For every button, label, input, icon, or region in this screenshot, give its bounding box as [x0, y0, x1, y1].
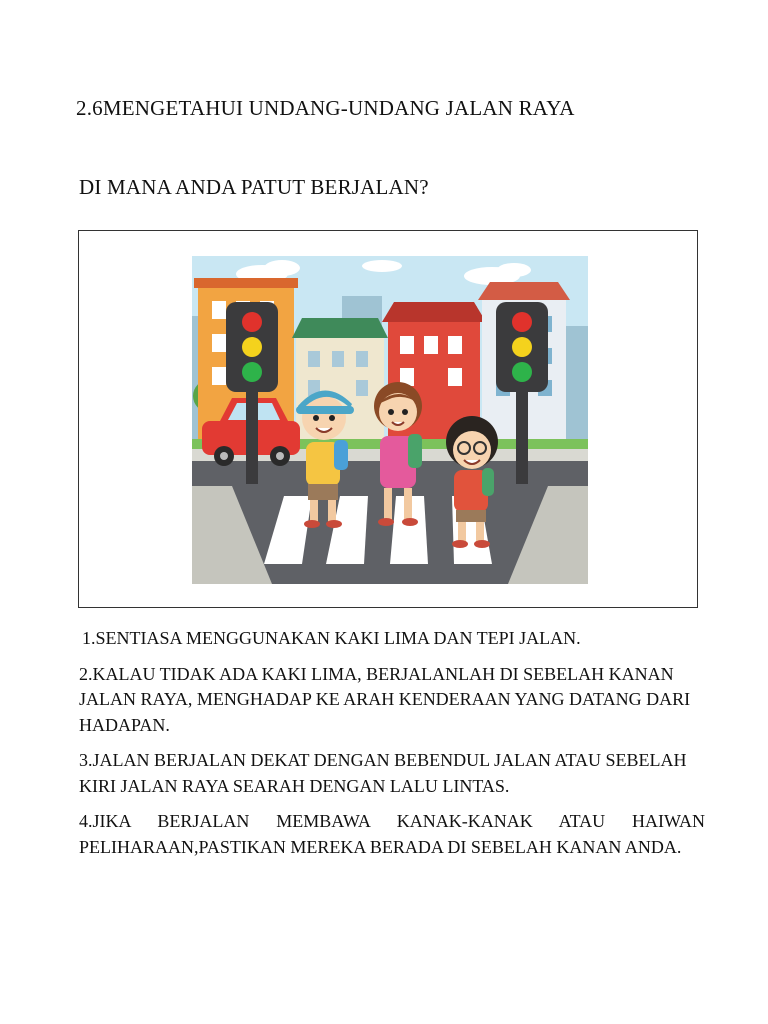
crossing-illustration	[192, 256, 588, 584]
section-question: DI MANA ANDA PATUT BERJALAN?	[79, 175, 429, 199]
rule-item-1: 1.SENTIASA MENGGUNAKAN KAKI LIMA DAN TEPI JALAN.	[82, 628, 581, 648]
rule-item-3: 3.JALAN BERJALAN DEKAT DENGAN BEBENDUL JALAN ATAU SEBELAH KIRI JALAN RAYA SEARAH DENGAN LALU LINTAS.	[79, 750, 687, 796]
rule-item-2: 2.KALAU TIDAK ADA KAKI LIMA, BERJALANLAH DI SEBELAH KANAN JALAN RAYA, MENGHADAP KE ARAH KENDERAAN YANG DATANG DARI HADAPAN.	[79, 663, 691, 735]
page-title: 2.6MENGETAHUI UNDANG-UNDANG JALAN RAYA	[76, 96, 575, 120]
illustration-frame	[78, 230, 698, 608]
rule-item-4: 4.JIKA BERJALAN MEMBAWA KANAK-KANAK ATAU HAIWAN PELIHARAAN,PASTIKAN MEREKA BERADA DI SEBELAH KANAN ANDA.	[79, 811, 705, 857]
rules-list	[79, 626, 705, 870]
